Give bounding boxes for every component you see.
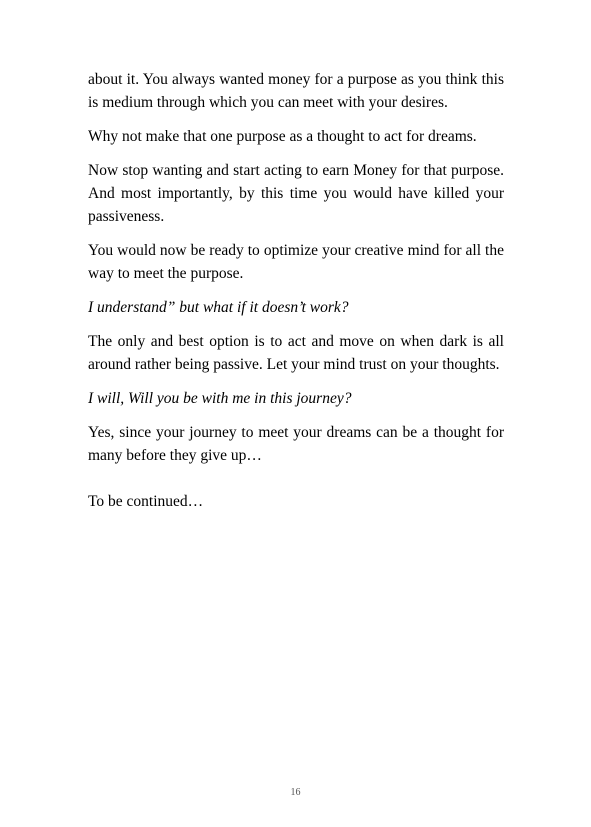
paragraph-why-not: Why not make that one purpose as a thought to act for dreams. [88, 128, 477, 145]
paragraph-best-option: The only and best option is to act and move on when dark is all around rather being passive. Let your mind trust on your thoughts. [88, 333, 504, 373]
page-number: 16 [290, 787, 301, 798]
page-body [88, 68, 504, 513]
dialogue-question-journey: I will, Will you be with me in this journey? [88, 390, 352, 407]
paragraph-ready-optimize: You would now be ready to optimize your creative mind for all the way to meet the purpose. [88, 242, 504, 282]
dialogue-question-doesnt-work: I understand” but what if it doesn’t work? [88, 299, 349, 316]
paragraph-yes-journey: Yes, since your journey to meet your dreams can be a thought for many before they give up… [88, 424, 504, 464]
to-be-continued: To be continued… [88, 493, 204, 510]
paragraph-stop-wanting: Now stop wanting and start acting to earn Money for that purpose. And most importantly, by this time you would have killed your passiveness. [88, 162, 504, 225]
paragraph-purpose-money: about it. You always wanted money for a purpose as you think this is medium through which you can meet with your desires. [88, 71, 504, 111]
